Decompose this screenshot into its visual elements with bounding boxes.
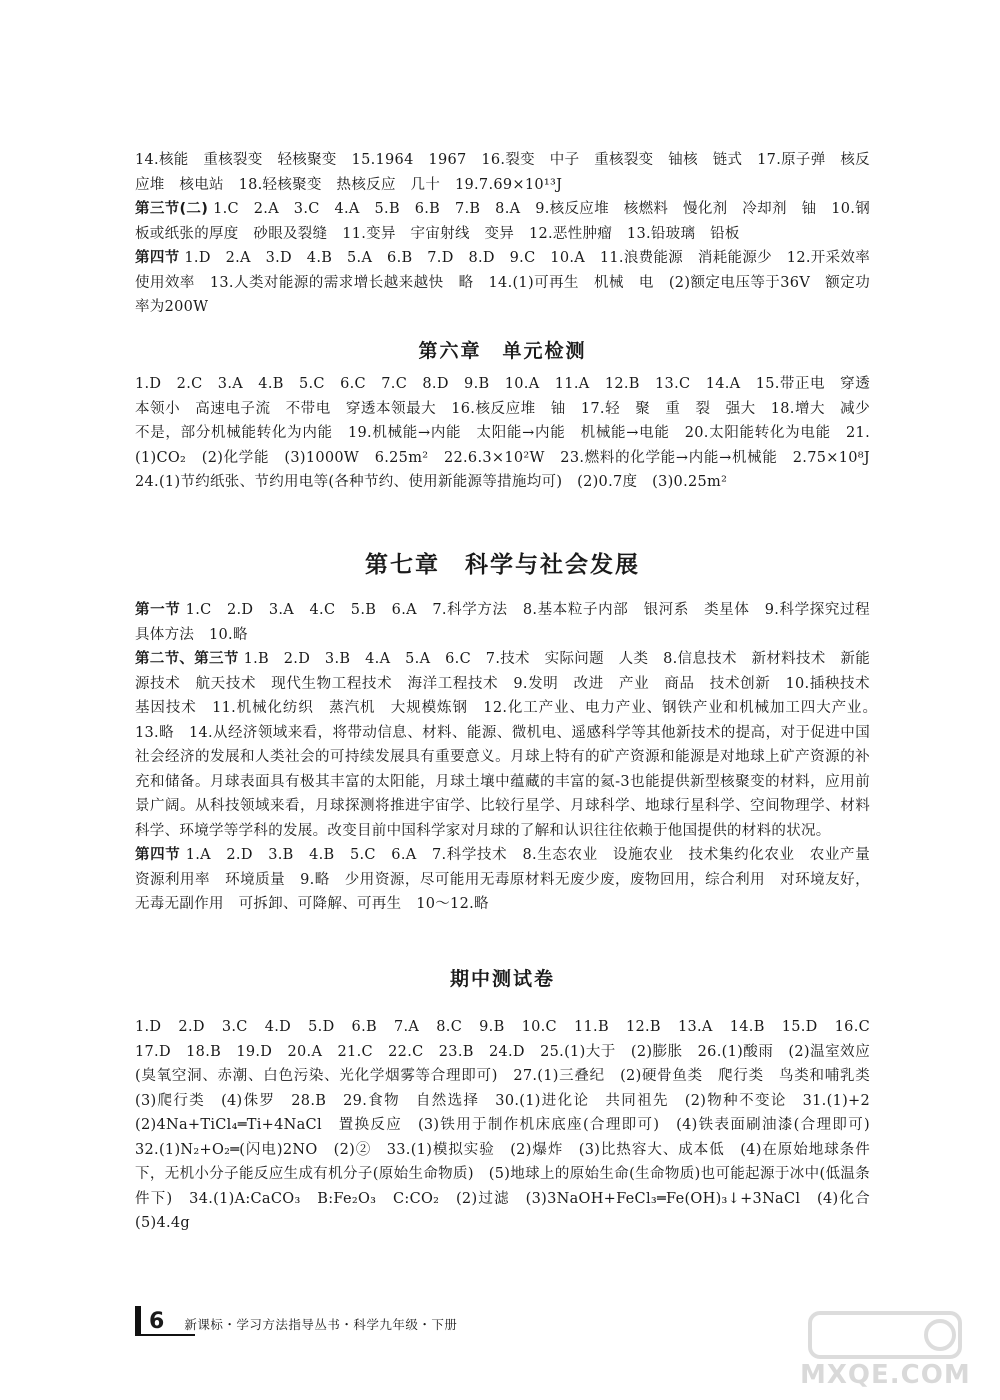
ch6-test-answers: 1.D 2.C 3.A 4.B 5.C 6.C 7.C 8.D 9.B 10.A 11.A 12.B 13.C 14.A 15.带正电 穿透本领小 高速电子流 不带电 穿透本领最大 16.核反应堆 铀 17.轻 聚 重 裂 强大 18.增大 减少 不是，部分机械能转化为内能 19.机械能→内能 太阳能→内能 机械能→电能 20.太阳能转化为电能 21.(1)CO₂ (2)化学能 (3)1000W 6.25m² 22.6.3×10²W 23.燃料的化学能→内能→机械能 2.75×10⁸J 24.(1)节约纸张、节约用电等(各种节约、使用新能源等措施均可) (2)0.7度 (3)0.25m² [135, 376, 885, 490]
page-footer [135, 1296, 870, 1336]
watermark-text: MXQE.COM [800, 1360, 971, 1390]
ch6-sections-block [135, 148, 885, 320]
section-answers: 1.C 2.D 3.A 4.C 5.B 6.A 7.科学方法 8.基本粒子内部 银河系 类星体 9.科学探究过程 具体方法 10.略 [135, 602, 885, 643]
section-label: 第二节、第三节 [135, 651, 239, 667]
footer-rule [135, 1334, 195, 1336]
section-label: 第四节 [135, 250, 180, 266]
ch7-block [135, 598, 885, 917]
page-number: 6 [149, 1309, 165, 1334]
section-answers: 1.B 2.D 3.B 4.A 5.A 6.C 7.技术 实际问题 人类 8.信息技术 新材料技术 新能源技术 航天技术 现代生物工程技术 海洋工程技术 9.发明 改进 产业 商品 技术创新 10.插秧技术 基因技术 11.机械化纺织 蒸汽机 大规模炼钢 12.化工产业、电力产业、钢铁产业和机械加工四大产业。 13.略 14.从经济领域来看，将带动信息、材料、能源、微机电、遥感科学等其他新技术的提高，对于促进中国社会经济的发展和人类社会的可持续发展具有重要意义。月球上特有的矿产资源和能源是对地球上矿产资源的补充和储备。月球表面具有极其丰富的太阳能，月球土壤中蕴藏的丰富的氦-3也能提供新型核聚变的材料，应用前景广阔。从科技领域来看，月球探测将推进宇宙学、比较行星学、月球科学、地球行星科学、空间物理学、材料科学、环境学等学科的发展。改变目前中国科学家对月球的了解和认识往往依赖于他国提供的材料的状况。 [135, 651, 885, 839]
watermark-icon [800, 1305, 970, 1365]
section-label: 第三节(二) [135, 201, 209, 217]
ch6-line1: 14.核能 重核裂变 轻核聚变 15.1964 1967 16.裂变 中子 重核裂变 铀核 链式 17.原子弹 核反应堆 核电站 18.轻核聚变 热核反应 几十 19.7.69×10¹³J [135, 152, 870, 193]
ch7-heading: 第七章 科学与社会发展 [365, 552, 640, 578]
footer-bar [135, 1306, 141, 1336]
watermark-logo [800, 1305, 970, 1390]
section-answers: 1.D 2.A 3.D 4.B 5.A 6.B 7.D 8.D 9.C 10.A 11.浪费能源 消耗能源少 12.开采效率 使用效率 13.人类对能源的需求增长越来越快 略 14.(1)可再生 机械 电 (2)额定电压等于36V 额定功率为200W [135, 250, 885, 315]
section-answers: 1.A 2.D 3.B 4.B 5.C 6.A 7.科学技术 8.生态农业 设施农业 技术集约化农业 农业产量 资源利用率 环境质量 9.略 少用资源，尽可能用无毒原材料无废少废，废物回用，综合利用 对环境友好，无毒无副作用 可拆卸、可降解、可再生 10～12.略 [135, 847, 885, 912]
midterm-answers: 1.D 2.D 3.C 4.D 5.D 6.B 7.A 8.C 9.B 10.C 11.B 12.B 13.A 14.B 15.D 16.C 17.D 18.B 19.D 20.A 21.C 22.C 23.B 24.D 25.(1)大于 (2)膨胀 26.(1)酸雨 (2)温室效应(臭氧空洞、赤潮、白色污染、光化学烟雾等合理即可) 27.(1)三叠纪 (2)硬骨鱼类 爬行类 鸟类和哺乳类 (3)爬行类 (4)侏罗 28.B 29.食物 自然选择 30.(1)进化论 共同祖先 (2)物种不变论 31.(1)+2 (2)4Na+TiCl₄═Ti+4NaCl 置换反应 (3)铁用于制作机床底座(合理即可) (4)铁表面刷油漆(合理即可) 32.(1)N₂+O₂═(闪电)2NO (2)② 33.(1)模拟实验 (2)爆炸 (3)比热容大、成本低 (4)在原始地球条件下，无机小分子能反应生成有机分子(原始生命物质) (5)地球上的原始生命(生命物质)也可能起源于冰中(低温条件下) 34.(1)A:CaCO₃ B:Fe₂O₃ C:CO₂ (2)过滤 (3)3NaOH+FeCl₃═Fe(OH)₃↓+3NaCl (4)化合 (5)4.4g [135, 1019, 885, 1231]
section-label: 第四节 [135, 847, 181, 863]
book-title: 新课标・学习方法指导丛书・科学九年级・下册 [184, 1317, 458, 1332]
midterm-heading: 期中测试卷 [449, 968, 555, 990]
ch6-test-heading: 第六章 单元检测 [418, 340, 587, 362]
section-label: 第一节 [135, 602, 181, 618]
section-answers: 1.C 2.A 3.C 4.A 5.B 6.B 7.B 8.A 9.核反应堆 核燃料 慢化剂 冷却剂 铀 10.钢板或纸张的厚度 砂眼及裂缝 11.变异 宇宙射线 变异 12.恶性肿瘤 13.铅玻璃 铅板 [135, 201, 870, 242]
